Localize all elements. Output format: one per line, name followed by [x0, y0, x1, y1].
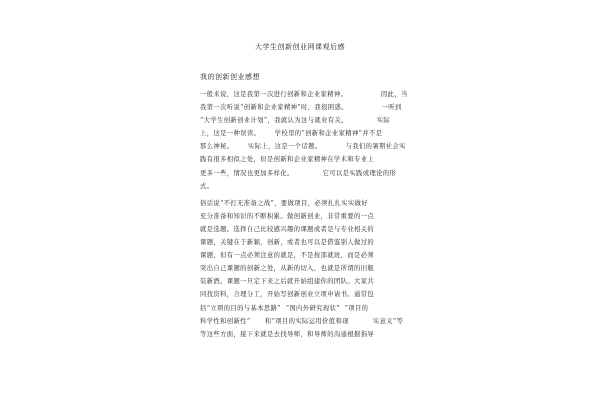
text-line: 同找资料，合理分工，开始写创新创业立项申请书。通常包	[200, 291, 375, 299]
text-line: 就是选题。选择自己比较感兴趣的课题或者是与专业相关的	[200, 225, 375, 233]
text-line: 式。	[200, 182, 214, 190]
document-body	[200, 88, 408, 341]
text-line: 我第一次听说“创新和企业家精神”时，我很困惑。 一听到	[200, 104, 402, 112]
text-line: “大学生创新创业计划”，我就认为这与就业有关。 实际	[200, 117, 391, 125]
document-title: 大学生创新创业网课观后感	[255, 43, 345, 51]
text-line: 一般来说，这是我第一次进行创新和企业家精神。 因此，当	[200, 91, 408, 98]
text-line: 科学性和创新性” 和“项目的实际运用价值和现 实意义”等	[200, 317, 404, 325]
text-line: 括“立项的目的与基本思路” “国内外研究现状” “项目的	[200, 304, 369, 312]
text-line: 课题，关键在于新颖，创新，或者也可以是借鉴别人做过的	[200, 239, 375, 247]
text-line: 等这些方面，接下来就是去找导师，和导师的沟通根据指导	[200, 330, 375, 338]
text-line: 课题，但有一点必须注意的就是，不是按部就班，而是必须	[200, 252, 375, 260]
text-line: 装新酒。课题一旦定下来之后就开始组建你的团队。大家共	[200, 278, 375, 286]
document-subtitle: 我的创新创业感想	[200, 73, 260, 81]
text-line: 上，这是一种误读。 学校里的“创新和企业家精神”并不是	[200, 130, 383, 138]
text-line: 俗话说“不打无准备之战”，要做项目，必须扎扎实实做好	[200, 199, 368, 207]
text-line: 那么神秘。 实际上，这是一个话题。 与我们的暑期社会实	[200, 143, 406, 151]
text-line: 践有很多相似之处，但是创新和企业家精神在学术和专业上	[200, 156, 375, 164]
text-line: 充分准备和知识的不断积累。做创新创业，非常重要的一点	[200, 212, 375, 220]
paragraph-1	[200, 88, 408, 193]
text-line: 突出自己课题的创新之处，从新的切入，也就是所谓的旧瓶	[200, 265, 375, 273]
paragraph-2	[200, 197, 404, 341]
text-line: 更多一些，情况也更加多样化。 它可以是实践或理论的形	[200, 169, 397, 177]
